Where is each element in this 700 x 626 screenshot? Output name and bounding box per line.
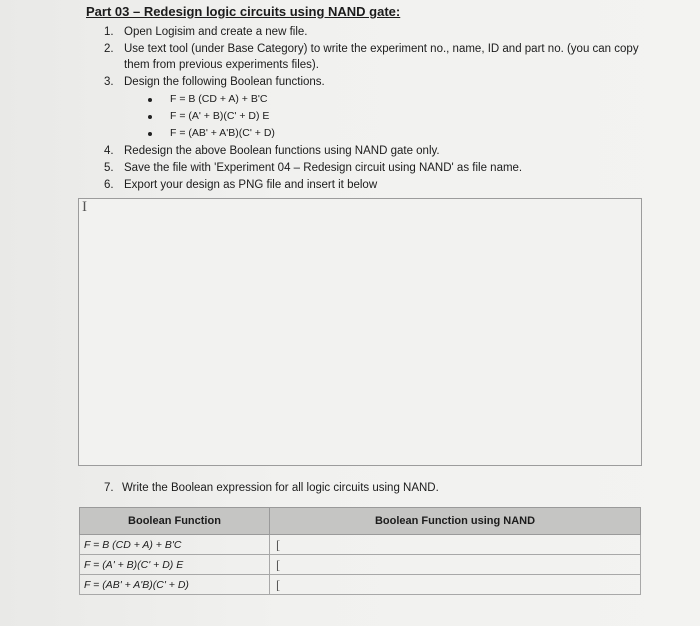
- step-number: 7.: [104, 482, 114, 494]
- image-insert-box[interactable]: [78, 198, 642, 466]
- function-list: [148, 91, 664, 142]
- step-item: [104, 160, 664, 176]
- boolean-table: [79, 507, 641, 595]
- function-cell: F = (A' + B)(C' + D) E: [80, 555, 270, 575]
- function-item: F = (AB' + A'B)(C' + D): [148, 125, 664, 142]
- nand-input-cell[interactable]: [: [270, 575, 641, 595]
- step-text: Export your design as PNG file and insert it below: [124, 179, 378, 191]
- step-text: Save the file with 'Experiment 04 – Redesign circuit using NAND' as file name.: [124, 162, 523, 174]
- nand-input-cell[interactable]: [: [270, 535, 641, 555]
- step-text: Write the Boolean expression for all logic circuits using NAND.: [122, 482, 439, 494]
- nand-input-cell[interactable]: [: [270, 555, 641, 575]
- step-item: [104, 177, 664, 193]
- table-header-row: [80, 508, 641, 535]
- step-text: Use text tool (under Base Category) to write the experiment no., name, ID and part no. (you can copy them from previous experiments files).: [124, 43, 639, 71]
- function-item: F = (A' + B)(C' + D) E: [148, 108, 664, 125]
- step-item: [104, 143, 664, 159]
- step-item: [104, 24, 664, 40]
- function-cell: F = B (CD + A) + B'C: [80, 535, 270, 555]
- step-number: 4.: [104, 145, 114, 157]
- table-row: [80, 535, 641, 555]
- step-item: [104, 74, 664, 90]
- table-row: [80, 575, 641, 595]
- step-number: 2.: [104, 43, 114, 55]
- instruction-steps: [104, 24, 664, 194]
- function-cell: F = (AB' + A'B)(C' + D): [80, 575, 270, 595]
- step-number: 1.: [104, 26, 114, 38]
- column-header: Boolean Function: [80, 508, 270, 535]
- step-item: [104, 482, 439, 494]
- step-item: [104, 41, 664, 73]
- step-number: 5.: [104, 162, 114, 174]
- column-header: Boolean Function using NAND: [270, 508, 641, 535]
- step-text: Redesign the above Boolean functions using NAND gate only.: [124, 145, 440, 157]
- table-row: [80, 555, 641, 575]
- step-text: Design the following Boolean functions.: [124, 76, 325, 88]
- part-title: Part 03 – Redesign logic circuits using NAND gate:: [86, 4, 401, 19]
- step-number: 3.: [104, 76, 114, 88]
- text-cursor-icon: I: [82, 199, 87, 215]
- step-number: 6.: [104, 179, 114, 191]
- step-text: Open Logisim and create a new file.: [124, 26, 308, 38]
- function-item: F = B (CD + A) + B'C: [148, 91, 664, 108]
